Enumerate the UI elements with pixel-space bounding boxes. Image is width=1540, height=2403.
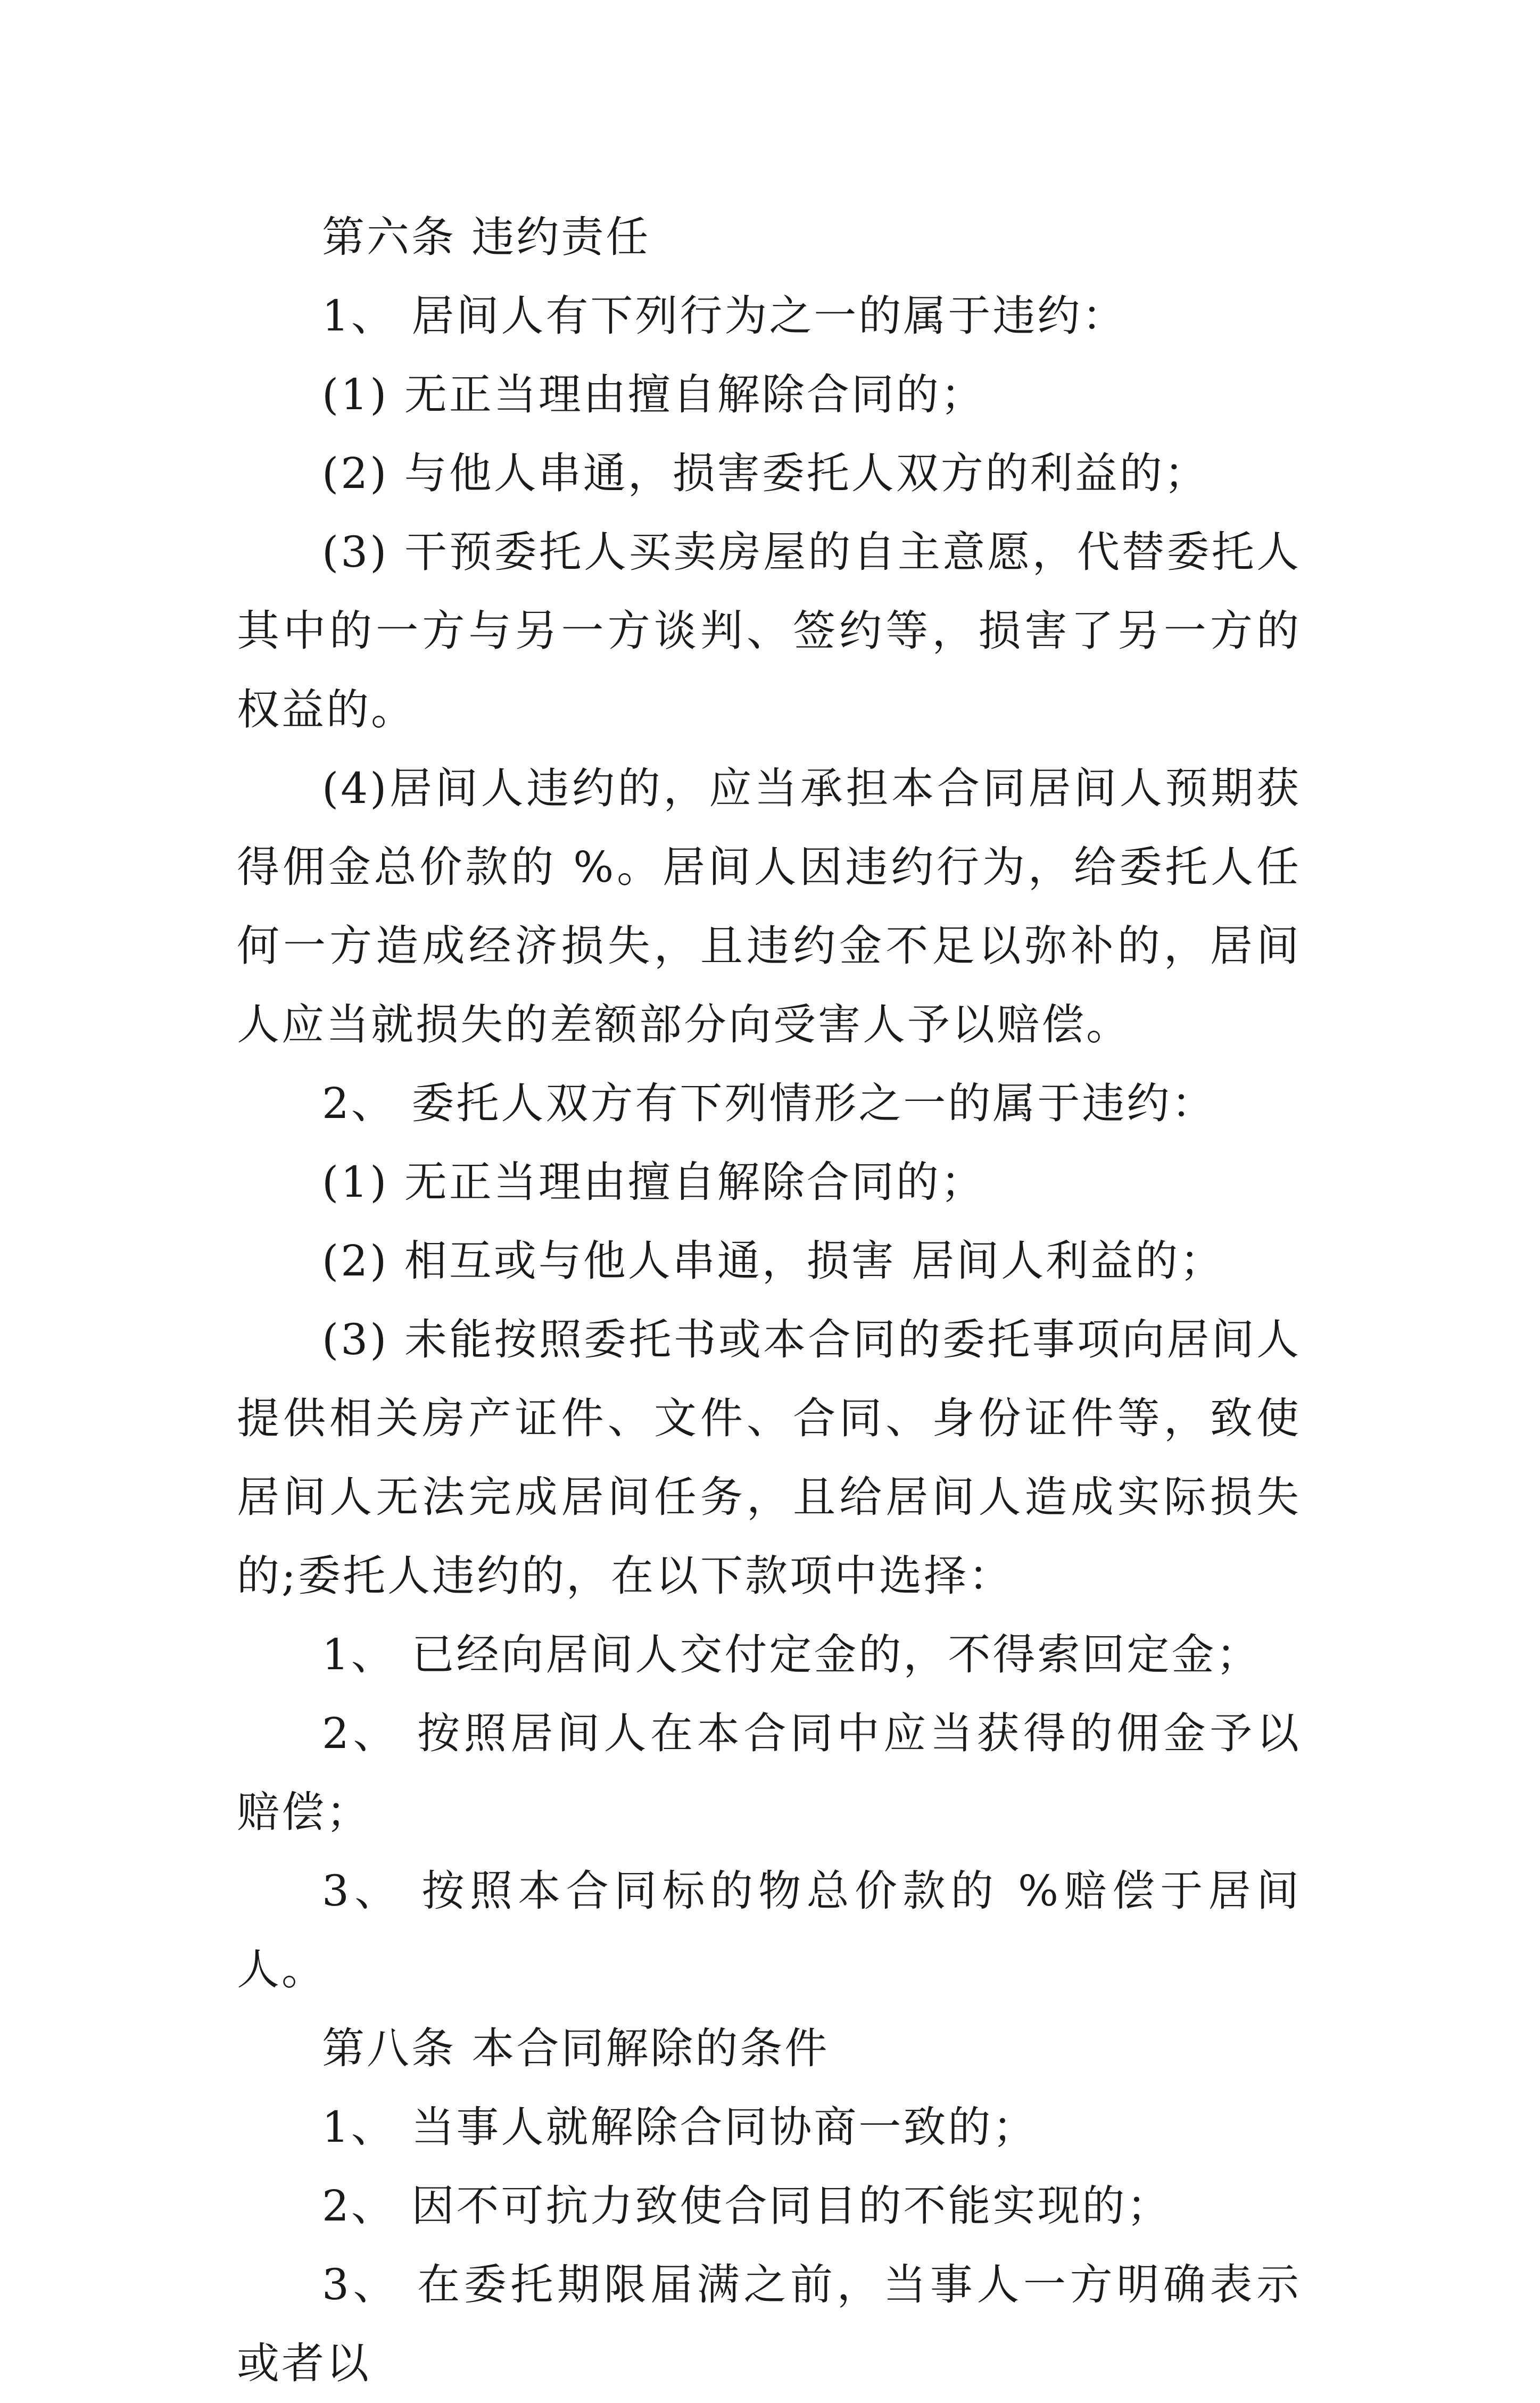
clause-2-item-2: (2) 相互或与他人串通，损害 居间人利益的； [322,1236,1225,1286]
clause-2-item-3: (3) 未能按照委托书或本合同的委托事项向居间人提供相关房产证件、文件、合同、身份证件等，致使居间人无法完成居间任务，且给居间人造成实际损失的;委托人违约的，在以下款项中选择： [237,1315,1301,1601]
article-6-heading: 第六条 违约责任 [322,212,651,262]
penalty-option-2: 2、 按照居间人在本合同中应当获得的佣金予以赔偿； [237,1709,1301,1837]
clause-1-item-4: (4)居间人违约的，应当承担本合同居间人预期获得佣金总价款的 %。居间人因违约行为，给委托人任何一方造成经济损失，且违约金不足以弥补的，居间人应当就损失的差额部分向受害人予以赔偿。 [237,764,1301,1049]
clause-1-intro: 1、 居间人有下列行为之一的属于违约： [322,291,1127,341]
clause-1-item-2: (2) 与他人串通，损害委托人双方的利益的； [322,449,1209,498]
termination-condition-3: 3、 在委托期限届满之前，当事人一方明确表示或者以 [237,2260,1301,2388]
penalty-option-1: 1、 已经向居间人交付定金的，不得索回定金； [322,1630,1261,1679]
clause-1-item-3: (3) 干预委托人买卖房屋的自主意愿，代替委托人其中的一方与另一方谈判、签约等，损害了另一方的权益的。 [237,527,1301,734]
termination-condition-2: 2、 因不可抗力致使合同目的不能实现的； [322,2181,1172,2231]
penalty-option-3: 3、 按照本合同标的物总价款的 %赔偿于居间人。 [237,1866,1301,1994]
clause-1-item-1: (1) 无正当理由擅自解除合同的； [322,370,986,419]
article-8-heading: 第八条 本合同解除的条件 [322,2024,830,2073]
contract-body [237,198,1301,2403]
termination-condition-1: 1、 当事人就解除合同协商一致的； [322,2102,1038,2152]
clause-2-intro: 2、 委托人双方有下列情形之一的属于违约： [322,1079,1216,1128]
clause-2-item-1: (1) 无正当理由擅自解除合同的； [322,1157,986,1207]
